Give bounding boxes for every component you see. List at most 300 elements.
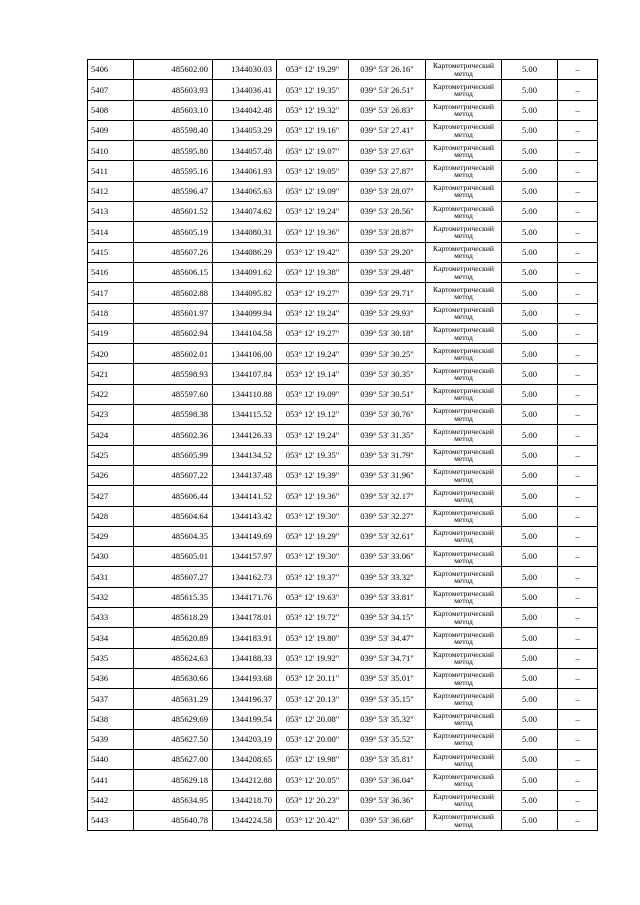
y-coordinate-cell: 1344042.48 <box>213 100 277 120</box>
method-cell: Картометрический метод <box>426 770 502 790</box>
longitude-cell: 039° 53' 30.76" <box>349 405 426 425</box>
table-row <box>88 283 598 303</box>
x-coordinate-cell: 485602.00 <box>134 60 213 80</box>
longitude-cell: 039° 53' 32.61" <box>349 526 426 546</box>
table-row <box>88 100 598 120</box>
note-cell: – <box>558 181 598 201</box>
latitude-cell: 053° 12' 19.12" <box>277 405 349 425</box>
accuracy-cell: 5.00 <box>502 425 558 445</box>
method-cell: Картометрический метод <box>426 181 502 201</box>
point-number-cell: 5442 <box>88 790 134 810</box>
point-number-cell: 5411 <box>88 161 134 181</box>
method-cell: Картометрический метод <box>426 60 502 80</box>
longitude-cell: 039° 53' 35.32" <box>349 709 426 729</box>
x-coordinate-cell: 485606.15 <box>134 262 213 282</box>
latitude-cell: 053° 12' 19.42" <box>277 242 349 262</box>
x-coordinate-cell: 485601.52 <box>134 202 213 222</box>
table-row <box>88 770 598 790</box>
y-coordinate-cell: 1344095.82 <box>213 283 277 303</box>
accuracy-cell: 5.00 <box>502 445 558 465</box>
note-cell: – <box>558 465 598 485</box>
longitude-cell: 039° 53' 34.15" <box>349 608 426 628</box>
longitude-cell: 039° 53' 33.81" <box>349 587 426 607</box>
table-row <box>88 303 598 323</box>
x-coordinate-cell: 485615.35 <box>134 587 213 607</box>
note-cell: – <box>558 790 598 810</box>
accuracy-cell: 5.00 <box>502 283 558 303</box>
note-cell: – <box>558 729 598 749</box>
accuracy-cell: 5.00 <box>502 608 558 628</box>
longitude-cell: 039° 53' 36.68" <box>349 810 426 830</box>
method-cell: Картометрический метод <box>426 222 502 242</box>
accuracy-cell: 5.00 <box>502 526 558 546</box>
table-row <box>88 384 598 404</box>
table-row <box>88 648 598 668</box>
note-cell: – <box>558 587 598 607</box>
x-coordinate-cell: 485598.38 <box>134 405 213 425</box>
accuracy-cell: 5.00 <box>502 262 558 282</box>
latitude-cell: 053° 12' 19.24" <box>277 303 349 323</box>
table-row <box>88 161 598 181</box>
longitude-cell: 039° 53' 28.87" <box>349 222 426 242</box>
y-coordinate-cell: 1344057.48 <box>213 141 277 161</box>
longitude-cell: 039° 53' 26.16" <box>349 60 426 80</box>
x-coordinate-cell: 485630.66 <box>134 668 213 688</box>
accuracy-cell: 5.00 <box>502 668 558 688</box>
x-coordinate-cell: 485604.64 <box>134 506 213 526</box>
latitude-cell: 053° 12' 19.14" <box>277 364 349 384</box>
x-coordinate-cell: 485601.97 <box>134 303 213 323</box>
accuracy-cell: 5.00 <box>502 323 558 343</box>
method-cell: Картометрический метод <box>426 628 502 648</box>
table-row <box>88 790 598 810</box>
note-cell: – <box>558 283 598 303</box>
note-cell: – <box>558 445 598 465</box>
accuracy-cell: 5.00 <box>502 810 558 830</box>
longitude-cell: 039° 53' 32.27" <box>349 506 426 526</box>
latitude-cell: 053° 12' 20.08" <box>277 709 349 729</box>
point-number-cell: 5425 <box>88 445 134 465</box>
note-cell: – <box>558 242 598 262</box>
x-coordinate-cell: 485607.27 <box>134 567 213 587</box>
point-number-cell: 5410 <box>88 141 134 161</box>
accuracy-cell: 5.00 <box>502 648 558 668</box>
y-coordinate-cell: 1344171.76 <box>213 587 277 607</box>
method-cell: Картометрический метод <box>426 465 502 485</box>
method-cell: Картометрический метод <box>426 587 502 607</box>
longitude-cell: 039° 53' 31.79" <box>349 445 426 465</box>
accuracy-cell: 5.00 <box>502 587 558 607</box>
longitude-cell: 039° 53' 28.56" <box>349 202 426 222</box>
accuracy-cell: 5.00 <box>502 364 558 384</box>
point-number-cell: 5434 <box>88 628 134 648</box>
table-row <box>88 668 598 688</box>
accuracy-cell: 5.00 <box>502 80 558 100</box>
latitude-cell: 053° 12' 19.29" <box>277 60 349 80</box>
table-row <box>88 425 598 445</box>
table-row <box>88 526 598 546</box>
accuracy-cell: 5.00 <box>502 60 558 80</box>
note-cell: – <box>558 100 598 120</box>
y-coordinate-cell: 1344053.29 <box>213 120 277 140</box>
note-cell: – <box>558 770 598 790</box>
note-cell: – <box>558 344 598 364</box>
table-row <box>88 120 598 140</box>
accuracy-cell: 5.00 <box>502 486 558 506</box>
latitude-cell: 053° 12' 19.98" <box>277 750 349 770</box>
y-coordinate-cell: 1344080.31 <box>213 222 277 242</box>
x-coordinate-cell: 485607.26 <box>134 242 213 262</box>
y-coordinate-cell: 1344218.70 <box>213 790 277 810</box>
latitude-cell: 053° 12' 19.09" <box>277 384 349 404</box>
longitude-cell: 039° 53' 30.18" <box>349 323 426 343</box>
latitude-cell: 053° 12' 19.07" <box>277 141 349 161</box>
y-coordinate-cell: 1344178.01 <box>213 608 277 628</box>
method-cell: Картометрический метод <box>426 567 502 587</box>
note-cell: – <box>558 486 598 506</box>
x-coordinate-cell: 485605.19 <box>134 222 213 242</box>
note-cell: – <box>558 506 598 526</box>
accuracy-cell: 5.00 <box>502 100 558 120</box>
x-coordinate-cell: 485627.50 <box>134 729 213 749</box>
latitude-cell: 053° 12' 19.05" <box>277 161 349 181</box>
accuracy-cell: 5.00 <box>502 384 558 404</box>
point-number-cell: 5426 <box>88 465 134 485</box>
latitude-cell: 053° 12' 20.13" <box>277 689 349 709</box>
longitude-cell: 039° 53' 26.83" <box>349 100 426 120</box>
method-cell: Картометрический метод <box>426 161 502 181</box>
note-cell: – <box>558 628 598 648</box>
latitude-cell: 053° 12' 19.35" <box>277 80 349 100</box>
latitude-cell: 053° 12' 19.37" <box>277 567 349 587</box>
table-row <box>88 810 598 830</box>
coordinates-sheet <box>87 59 597 831</box>
table-row <box>88 181 598 201</box>
y-coordinate-cell: 1344196.37 <box>213 689 277 709</box>
latitude-cell: 053° 12' 19.24" <box>277 202 349 222</box>
x-coordinate-cell: 485631.29 <box>134 689 213 709</box>
accuracy-cell: 5.00 <box>502 567 558 587</box>
method-cell: Картометрический метод <box>426 526 502 546</box>
y-coordinate-cell: 1344208.65 <box>213 750 277 770</box>
y-coordinate-cell: 1344086.29 <box>213 242 277 262</box>
point-number-cell: 5432 <box>88 587 134 607</box>
longitude-cell: 039° 53' 34.47" <box>349 628 426 648</box>
method-cell: Картометрический метод <box>426 608 502 628</box>
longitude-cell: 039° 53' 34.71" <box>349 648 426 668</box>
y-coordinate-cell: 1344091.62 <box>213 262 277 282</box>
y-coordinate-cell: 1344107.84 <box>213 364 277 384</box>
point-number-cell: 5438 <box>88 709 134 729</box>
latitude-cell: 053° 12' 19.92" <box>277 648 349 668</box>
longitude-cell: 039° 53' 29.20" <box>349 242 426 262</box>
method-cell: Картометрический метод <box>426 750 502 770</box>
latitude-cell: 053° 12' 19.36" <box>277 486 349 506</box>
note-cell: – <box>558 262 598 282</box>
y-coordinate-cell: 1344199.54 <box>213 709 277 729</box>
y-coordinate-cell: 1344061.93 <box>213 161 277 181</box>
latitude-cell: 053° 12' 19.80" <box>277 628 349 648</box>
accuracy-cell: 5.00 <box>502 689 558 709</box>
point-number-cell: 5407 <box>88 80 134 100</box>
accuracy-cell: 5.00 <box>502 242 558 262</box>
note-cell: – <box>558 750 598 770</box>
x-coordinate-cell: 485629.18 <box>134 770 213 790</box>
method-cell: Картометрический метод <box>426 648 502 668</box>
note-cell: – <box>558 668 598 688</box>
accuracy-cell: 5.00 <box>502 161 558 181</box>
point-number-cell: 5413 <box>88 202 134 222</box>
method-cell: Картометрический метод <box>426 202 502 222</box>
accuracy-cell: 5.00 <box>502 770 558 790</box>
longitude-cell: 039° 53' 33.32" <box>349 567 426 587</box>
longitude-cell: 039° 53' 35.01" <box>349 668 426 688</box>
y-coordinate-cell: 1344143.42 <box>213 506 277 526</box>
y-coordinate-cell: 1344183.91 <box>213 628 277 648</box>
point-number-cell: 5437 <box>88 689 134 709</box>
accuracy-cell: 5.00 <box>502 120 558 140</box>
point-number-cell: 5424 <box>88 425 134 445</box>
point-number-cell: 5406 <box>88 60 134 80</box>
x-coordinate-cell: 485598.93 <box>134 364 213 384</box>
y-coordinate-cell: 1344162.73 <box>213 567 277 587</box>
point-number-cell: 5430 <box>88 547 134 567</box>
latitude-cell: 053° 12' 19.27" <box>277 323 349 343</box>
method-cell: Картометрический метод <box>426 445 502 465</box>
x-coordinate-cell: 485595.80 <box>134 141 213 161</box>
accuracy-cell: 5.00 <box>502 344 558 364</box>
x-coordinate-cell: 485602.88 <box>134 283 213 303</box>
table-body <box>88 60 598 831</box>
method-cell: Картометрический метод <box>426 486 502 506</box>
accuracy-cell: 5.00 <box>502 405 558 425</box>
latitude-cell: 053° 12' 20.23" <box>277 790 349 810</box>
latitude-cell: 053° 12' 19.30" <box>277 506 349 526</box>
longitude-cell: 039° 53' 32.17" <box>349 486 426 506</box>
latitude-cell: 053° 12' 19.32" <box>277 100 349 120</box>
method-cell: Картометрический метод <box>426 425 502 445</box>
x-coordinate-cell: 485597.60 <box>134 384 213 404</box>
point-number-cell: 5439 <box>88 729 134 749</box>
x-coordinate-cell: 485620.89 <box>134 628 213 648</box>
method-cell: Картометрический метод <box>426 547 502 567</box>
longitude-cell: 039° 53' 30.51" <box>349 384 426 404</box>
x-coordinate-cell: 485603.93 <box>134 80 213 100</box>
note-cell: – <box>558 405 598 425</box>
table-row <box>88 80 598 100</box>
method-cell: Картометрический метод <box>426 689 502 709</box>
method-cell: Картометрический метод <box>426 344 502 364</box>
y-coordinate-cell: 1344193.68 <box>213 668 277 688</box>
longitude-cell: 039° 53' 26.51" <box>349 80 426 100</box>
point-number-cell: 5418 <box>88 303 134 323</box>
y-coordinate-cell: 1344137.48 <box>213 465 277 485</box>
y-coordinate-cell: 1344203.19 <box>213 729 277 749</box>
latitude-cell: 053° 12' 19.16" <box>277 120 349 140</box>
y-coordinate-cell: 1344065.63 <box>213 181 277 201</box>
latitude-cell: 053° 12' 19.09" <box>277 181 349 201</box>
longitude-cell: 039° 53' 35.15" <box>349 689 426 709</box>
latitude-cell: 053° 12' 20.42" <box>277 810 349 830</box>
table-row <box>88 202 598 222</box>
y-coordinate-cell: 1344030.03 <box>213 60 277 80</box>
coordinates-table <box>87 59 598 831</box>
y-coordinate-cell: 1344099.94 <box>213 303 277 323</box>
method-cell: Картометрический метод <box>426 80 502 100</box>
method-cell: Картометрический метод <box>426 120 502 140</box>
table-row <box>88 547 598 567</box>
x-coordinate-cell: 485602.36 <box>134 425 213 445</box>
point-number-cell: 5408 <box>88 100 134 120</box>
y-coordinate-cell: 1344110.88 <box>213 384 277 404</box>
accuracy-cell: 5.00 <box>502 202 558 222</box>
point-number-cell: 5443 <box>88 810 134 830</box>
method-cell: Картометрический метод <box>426 709 502 729</box>
point-number-cell: 5421 <box>88 364 134 384</box>
point-number-cell: 5415 <box>88 242 134 262</box>
table-row <box>88 405 598 425</box>
note-cell: – <box>558 384 598 404</box>
accuracy-cell: 5.00 <box>502 790 558 810</box>
table-row <box>88 750 598 770</box>
table-row <box>88 628 598 648</box>
method-cell: Картометрический метод <box>426 303 502 323</box>
note-cell: – <box>558 425 598 445</box>
point-number-cell: 5429 <box>88 526 134 546</box>
table-row <box>88 567 598 587</box>
method-cell: Картометрический метод <box>426 323 502 343</box>
note-cell: – <box>558 364 598 384</box>
table-row <box>88 689 598 709</box>
x-coordinate-cell: 485624.63 <box>134 648 213 668</box>
longitude-cell: 039° 53' 30.35" <box>349 364 426 384</box>
accuracy-cell: 5.00 <box>502 506 558 526</box>
longitude-cell: 039° 53' 29.93" <box>349 303 426 323</box>
point-number-cell: 5441 <box>88 770 134 790</box>
accuracy-cell: 5.00 <box>502 547 558 567</box>
x-coordinate-cell: 485602.01 <box>134 344 213 364</box>
note-cell: – <box>558 60 598 80</box>
point-number-cell: 5416 <box>88 262 134 282</box>
accuracy-cell: 5.00 <box>502 141 558 161</box>
longitude-cell: 039° 53' 27.87" <box>349 161 426 181</box>
note-cell: – <box>558 689 598 709</box>
longitude-cell: 039° 53' 31.96" <box>349 465 426 485</box>
accuracy-cell: 5.00 <box>502 750 558 770</box>
longitude-cell: 039° 53' 35.81" <box>349 750 426 770</box>
method-cell: Картометрический метод <box>426 242 502 262</box>
table-row <box>88 729 598 749</box>
method-cell: Картометрический метод <box>426 668 502 688</box>
latitude-cell: 053° 12' 19.39" <box>277 465 349 485</box>
longitude-cell: 039° 53' 27.41" <box>349 120 426 140</box>
y-coordinate-cell: 1344157.97 <box>213 547 277 567</box>
latitude-cell: 053° 12' 19.24" <box>277 425 349 445</box>
longitude-cell: 039° 53' 36.04" <box>349 770 426 790</box>
x-coordinate-cell: 485602.94 <box>134 323 213 343</box>
note-cell: – <box>558 608 598 628</box>
table-row <box>88 323 598 343</box>
table-row <box>88 445 598 465</box>
y-coordinate-cell: 1344141.52 <box>213 486 277 506</box>
table-row <box>88 587 598 607</box>
y-coordinate-cell: 1344115.52 <box>213 405 277 425</box>
table-row <box>88 465 598 485</box>
longitude-cell: 039° 53' 27.63" <box>349 141 426 161</box>
point-number-cell: 5423 <box>88 405 134 425</box>
point-number-cell: 5409 <box>88 120 134 140</box>
note-cell: – <box>558 323 598 343</box>
accuracy-cell: 5.00 <box>502 628 558 648</box>
method-cell: Картометрический метод <box>426 283 502 303</box>
latitude-cell: 053° 12' 19.27" <box>277 283 349 303</box>
point-number-cell: 5419 <box>88 323 134 343</box>
point-number-cell: 5420 <box>88 344 134 364</box>
table-row <box>88 60 598 80</box>
point-number-cell: 5412 <box>88 181 134 201</box>
latitude-cell: 053° 12' 20.00" <box>277 729 349 749</box>
method-cell: Картометрический метод <box>426 262 502 282</box>
latitude-cell: 053° 12' 19.29" <box>277 526 349 546</box>
y-coordinate-cell: 1344224.58 <box>213 810 277 830</box>
latitude-cell: 053° 12' 19.36" <box>277 222 349 242</box>
point-number-cell: 5422 <box>88 384 134 404</box>
note-cell: – <box>558 547 598 567</box>
table-row <box>88 709 598 729</box>
note-cell: – <box>558 202 598 222</box>
x-coordinate-cell: 485605.99 <box>134 445 213 465</box>
x-coordinate-cell: 485629.69 <box>134 709 213 729</box>
longitude-cell: 039° 53' 33.06" <box>349 547 426 567</box>
y-coordinate-cell: 1344104.58 <box>213 323 277 343</box>
accuracy-cell: 5.00 <box>502 729 558 749</box>
y-coordinate-cell: 1344149.69 <box>213 526 277 546</box>
x-coordinate-cell: 485606.44 <box>134 486 213 506</box>
table-row <box>88 262 598 282</box>
method-cell: Картометрический метод <box>426 506 502 526</box>
accuracy-cell: 5.00 <box>502 181 558 201</box>
x-coordinate-cell: 485598.40 <box>134 120 213 140</box>
point-number-cell: 5414 <box>88 222 134 242</box>
y-coordinate-cell: 1344074.62 <box>213 202 277 222</box>
longitude-cell: 039° 53' 35.52" <box>349 729 426 749</box>
point-number-cell: 5428 <box>88 506 134 526</box>
x-coordinate-cell: 485596.47 <box>134 181 213 201</box>
x-coordinate-cell: 485618.29 <box>134 608 213 628</box>
x-coordinate-cell: 485604.35 <box>134 526 213 546</box>
method-cell: Картометрический метод <box>426 100 502 120</box>
method-cell: Картометрический метод <box>426 810 502 830</box>
table-row <box>88 608 598 628</box>
table-row <box>88 486 598 506</box>
latitude-cell: 053° 12' 20.11" <box>277 668 349 688</box>
method-cell: Картометрический метод <box>426 364 502 384</box>
y-coordinate-cell: 1344106.00 <box>213 344 277 364</box>
y-coordinate-cell: 1344212.88 <box>213 770 277 790</box>
note-cell: – <box>558 161 598 181</box>
accuracy-cell: 5.00 <box>502 222 558 242</box>
x-coordinate-cell: 485595.16 <box>134 161 213 181</box>
latitude-cell: 053° 12' 19.30" <box>277 547 349 567</box>
note-cell: – <box>558 120 598 140</box>
note-cell: – <box>558 709 598 729</box>
table-row <box>88 506 598 526</box>
latitude-cell: 053° 12' 19.38" <box>277 262 349 282</box>
x-coordinate-cell: 485607.22 <box>134 465 213 485</box>
point-number-cell: 5431 <box>88 567 134 587</box>
table-row <box>88 141 598 161</box>
x-coordinate-cell: 485627.00 <box>134 750 213 770</box>
